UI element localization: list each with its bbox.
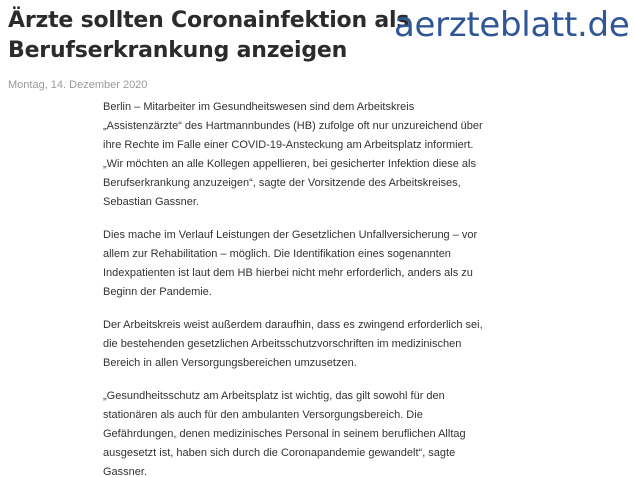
paragraph-line: ihre Rechte im Falle einer COVID-19-Ansteckung am Arbeitsplatz informiert. (103, 139, 474, 151)
paragraph-line: „Wir möchten an alle Kollegen appellieren, bei gesicherter Infektion diese als (103, 158, 476, 170)
paragraph-line: ausgesetzt ist, haben sich durch die Coronapandemie gewandelt“, sagte (103, 447, 456, 459)
paragraph-line: „Assistenzärzte“ des Hartmannbundes (HB) zufolge oft nur unzureichend über (103, 120, 483, 132)
paragraph-line: Sebastian Gassner. (103, 196, 200, 208)
article-paragraph (103, 98, 503, 212)
article-title-line: Ärzte sollten Coronainfektion als (8, 8, 410, 33)
paragraph-line: Gefährdungen, denen medizinisches Personal in seinem beruflichen Alltag (103, 428, 466, 440)
paragraph-line: Gassner. (103, 466, 148, 477)
paragraph-line: Indexpatienten ist laut dem HB hierbei nicht mehr erforderlich, anders als zu (103, 267, 473, 279)
article-paragraph (103, 226, 503, 302)
paragraph-line: die bestehenden gesetzlichen Arbeitsschutzvorschriften im medizinischen (103, 338, 462, 350)
paragraph-line: Berufserkrankung anzuzeigen“, sagte der Vorsitzende des Arbeitskreises, (103, 177, 461, 189)
paragraph-line: Berlin – Mitarbeiter im Gesundheitswesen sind dem Arbeitskreis (103, 101, 415, 113)
article-title-line: Berufserkrankung anzeigen (8, 38, 348, 63)
paragraph-line: Beginn der Pandemie. (103, 286, 212, 298)
paragraph-line: stationären als auch für den ambulanten Versorgungsbereich. Die (103, 409, 423, 421)
paragraph-line: Dies mache im Verlauf Leistungen der Gesetzlichen Unfallversicherung – vor (103, 229, 478, 241)
paragraph-line: Der Arbeitskreis weist außerdem daraufhin, dass es zwingend erforderlich sei, (103, 319, 483, 331)
paragraph-line: Bereich in allen Versorgungsbereichen umzusetzen. (103, 357, 357, 369)
article-title (8, 6, 410, 66)
paragraph-line: allem zur Rehabilitation – möglich. Die Identifikation eines sogenannten (103, 248, 451, 260)
paragraph-line: „Gesundheitsschutz am Arbeitsplatz ist wichtig, das gilt sowohl für den (103, 390, 445, 402)
article-date: Montag, 14. Dezember 2020 (8, 79, 148, 91)
article-body (103, 98, 503, 477)
brand-logo: aerzteblatt.de (394, 5, 630, 45)
article-paragraph (103, 316, 503, 373)
article-paragraph (103, 387, 503, 477)
